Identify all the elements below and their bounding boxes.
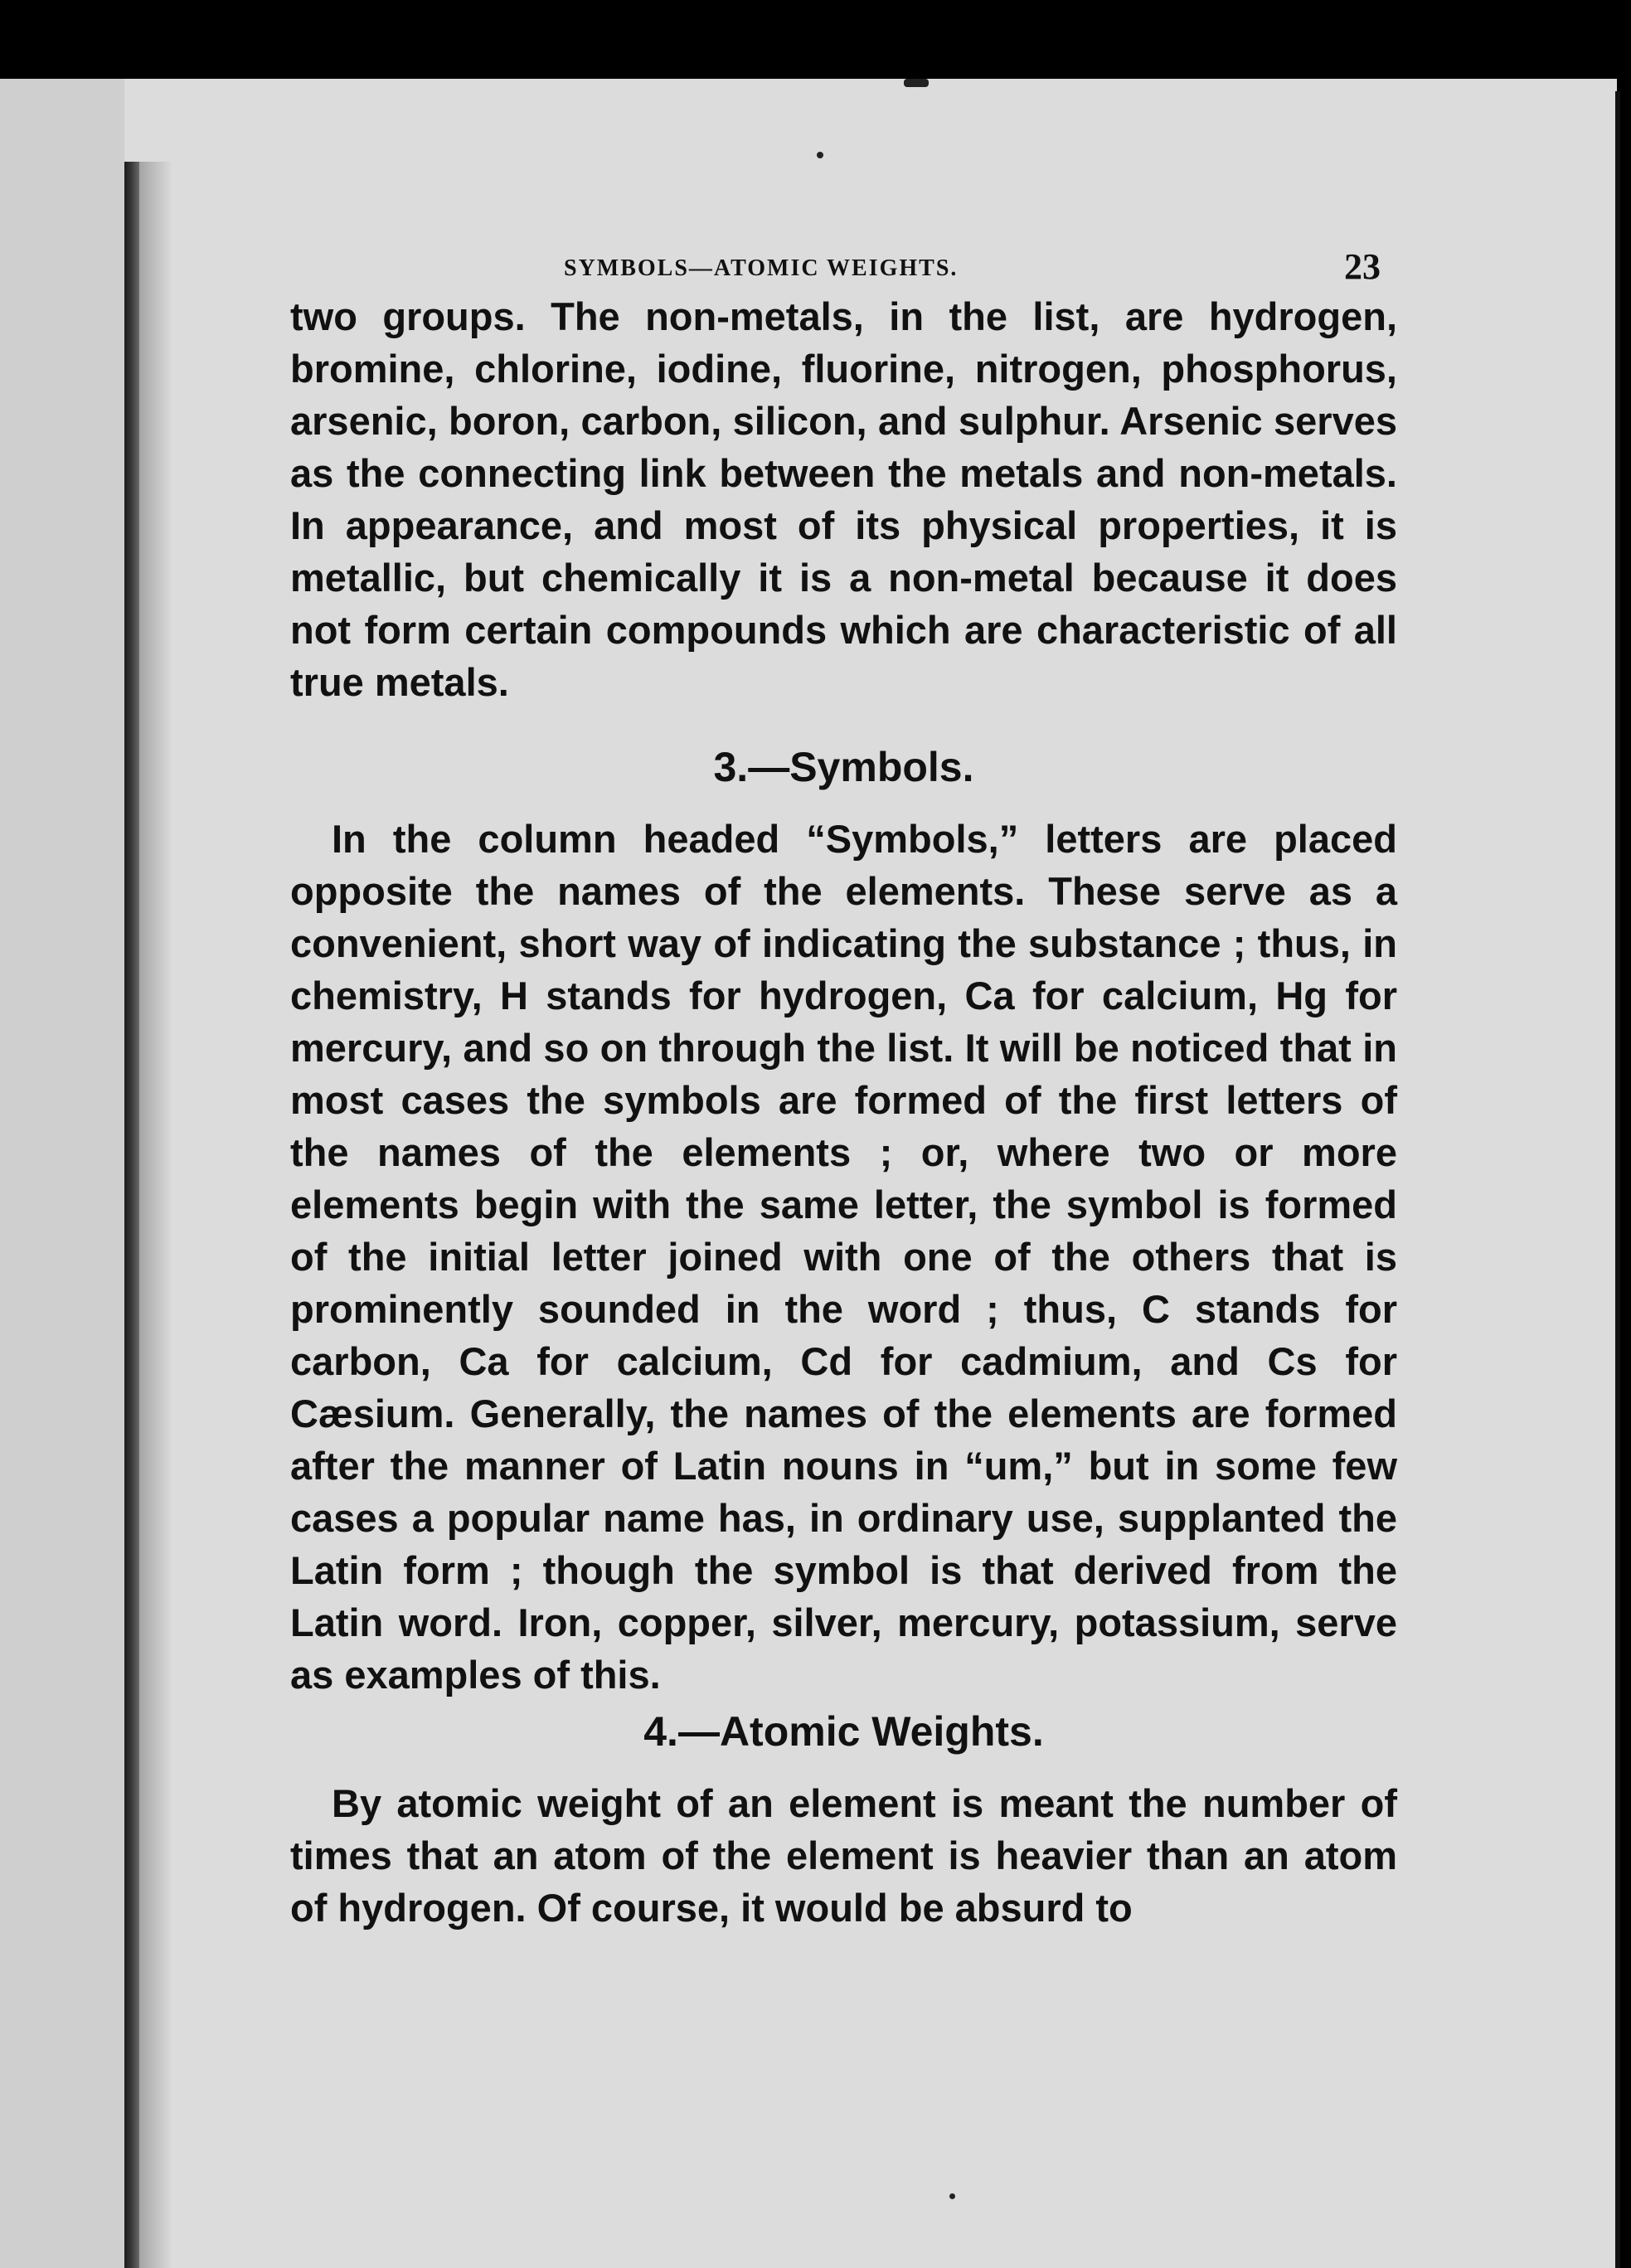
ink-speck [904,79,929,87]
running-title: SYMBOLS—ATOMIC WEIGHTS. [564,255,959,281]
ink-speck [817,152,823,158]
section-heading-symbols: 3.—Symbols. [713,744,974,790]
running-head [290,240,1397,290]
gutter-shadow [139,162,172,2268]
binding-gutter [124,162,139,2268]
paragraph-groups: two groups. The non-metals, in the list, are hydrogen, bromine, chlorine, iodine, fluorine, nitrogen, phosphorus, arsenic, boron, carbon, silicon, and sulphur. Arsenic serves as the connecting link between the metals and non-metals. In appearance, and most of its physical properties, it is metallic, but chemically it is a non-metal because it does not form certain compounds which are characteristic of all true metals. [290,294,1397,704]
section-heading-atomic-weights: 4.—Atomic Weights. [643,1708,1044,1755]
paragraph-atomic-weights: By atomic weight of an element is meant the number of times that an atom of the element is heavier than an atom of hydrogen. Of course, it would be absurd to [290,1781,1397,1930]
paragraph-symbols: In the column headed “Symbols,” letters are placed opposite the names of the elements. These serve as a convenient, short way of indicating the substance ; thus, in chemistry, H stands for hydrogen, Ca for calcium, Hg for mercury, and so on through the list. It will be noticed that in most cases the symbols are formed of the first letters of the names of the elements ; or, where two or more elements begin with the same letter, the symbol is formed of the initial letter joined with one of the others that is prominently sounded in the word ; thus, C stands for carbon, Ca for calcium, Cd for cadmium, and Cs for Cæsium. Generally, the names of the elements are formed after the manner of Latin nouns in “um,” but in some few cases a popular name has, in ordinary use, supplanted the Latin form ; though the symbol is that derived from the Latin word. Iron, copper, silver, mercury, potassium, serve as examples of this. [290,817,1397,1697]
page-text [290,240,1397,1934]
page-number: 23 [1344,246,1381,287]
left-margin [0,79,124,2268]
page-right-edge [1615,91,1620,2268]
ink-speck [949,2193,955,2199]
